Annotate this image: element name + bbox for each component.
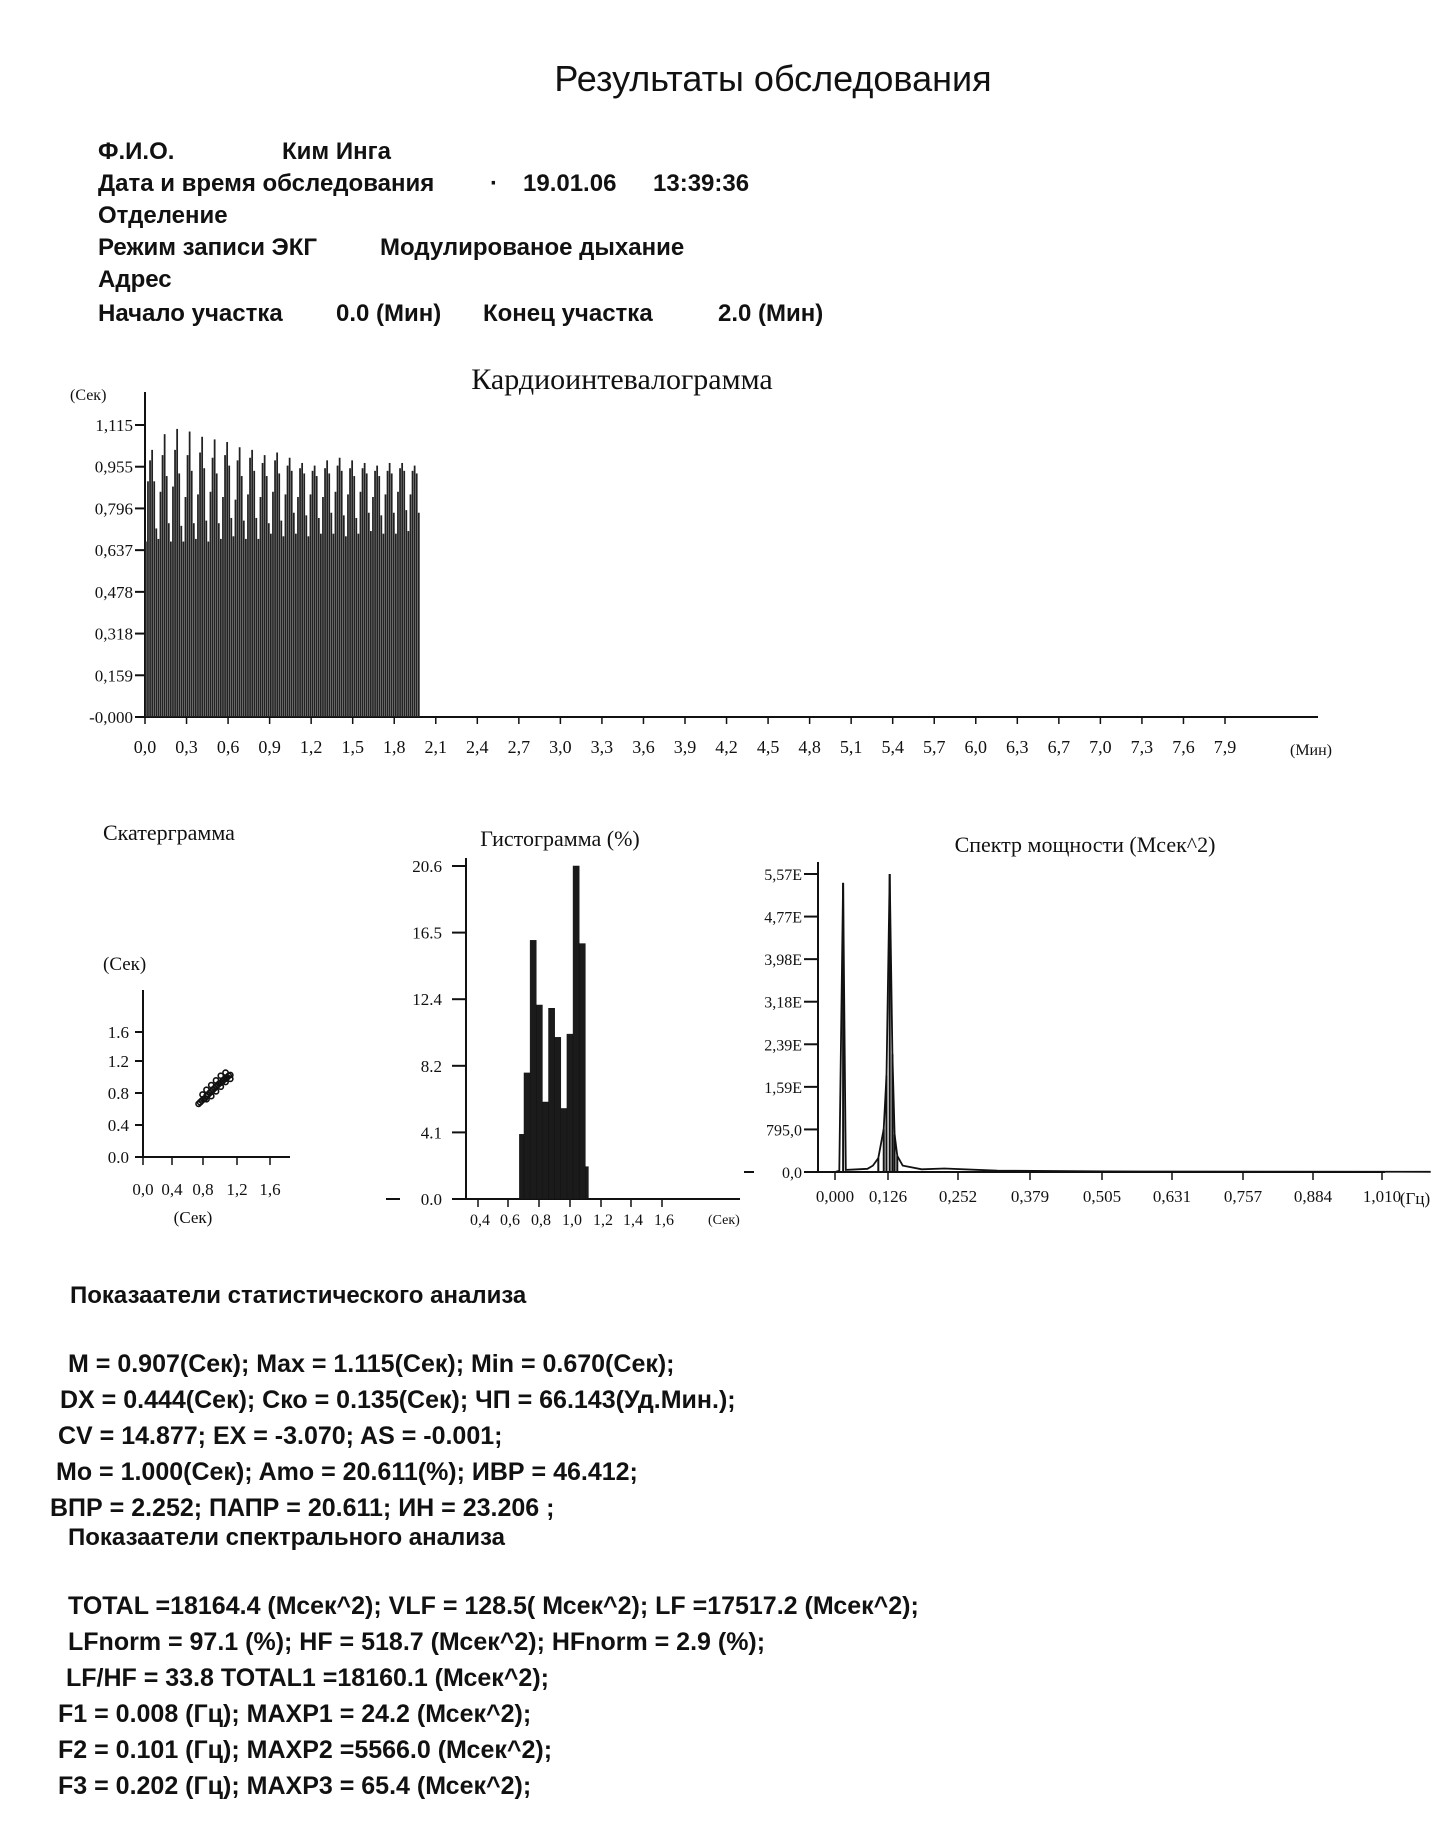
end-label: Конец участка bbox=[483, 300, 653, 327]
histogram-y-tick-label: 12.4 bbox=[412, 990, 442, 1010]
cardio-bar bbox=[333, 534, 335, 717]
mode-label: Режим записи ЭКГ bbox=[98, 234, 317, 261]
cardio-bar bbox=[153, 481, 155, 717]
cardio-x-tick-label: 6,3 bbox=[1006, 737, 1029, 757]
cardio-bar bbox=[174, 450, 176, 717]
fio-label: Ф.И.О. bbox=[98, 138, 175, 165]
stats-line: ВПР = 2.252; ПАПР = 20.611; ИН = 23.206 ; bbox=[50, 1494, 555, 1522]
cardio-bar bbox=[258, 539, 260, 717]
stats-line: CV = 14.877; EX = -3.070; AS = -0.001; bbox=[58, 1422, 503, 1450]
cardio-bar bbox=[264, 455, 266, 717]
cardio-x-tick-label: 6,0 bbox=[964, 737, 988, 757]
cardio-bar bbox=[218, 523, 220, 717]
scatter-point bbox=[213, 1078, 218, 1083]
cardio-bar bbox=[147, 481, 149, 717]
cardio-bar bbox=[166, 476, 168, 717]
cardio-x-tick-label: 2,7 bbox=[507, 737, 531, 757]
cardio-x-tick-label: 3,9 bbox=[673, 737, 697, 757]
address-label: Адрес bbox=[98, 266, 172, 293]
cardio-bar bbox=[222, 497, 224, 717]
cardio-bar bbox=[195, 539, 197, 717]
scatter-point bbox=[200, 1092, 205, 1097]
cardio-y-tick-label: 0,637 bbox=[94, 541, 133, 561]
cardio-bar bbox=[185, 497, 187, 717]
cardio-x-tick-label: 5,1 bbox=[839, 737, 863, 757]
cardio-bar bbox=[224, 455, 226, 717]
histogram-bar bbox=[573, 866, 579, 1199]
cardio-bar bbox=[362, 468, 364, 717]
cardio-bar bbox=[255, 518, 257, 717]
spectrum-y-tick-label: 0,0 bbox=[782, 1165, 802, 1182]
cardio-bar bbox=[318, 518, 320, 717]
cardio-bar bbox=[270, 534, 272, 717]
cardio-bar bbox=[145, 542, 147, 717]
cardio-title: Кардиоинтевалограмма bbox=[471, 363, 773, 396]
scatter-y-tick-label: 1.2 bbox=[107, 1052, 129, 1071]
cardio-bar bbox=[287, 466, 289, 717]
histogram-y-tick-label: 16.5 bbox=[412, 923, 442, 943]
cardio-bar bbox=[297, 497, 299, 717]
cardio-bar bbox=[301, 463, 303, 717]
cardio-x-tick-label: 3,0 bbox=[549, 737, 572, 757]
cardio-bar bbox=[364, 463, 366, 717]
cardio-y-tick-label: 0,955 bbox=[94, 457, 133, 477]
spectral-line: LF/HF = 33.8 TOTAL1 =18160.1 (Мсек^2); bbox=[66, 1664, 549, 1692]
scatter-ylabel: (Сек) bbox=[103, 954, 147, 975]
scatter-x-tick-label: 1,6 bbox=[259, 1180, 281, 1199]
histogram-x-tick-label: 0,6 bbox=[500, 1212, 520, 1229]
histogram-x-tick-label: 0,8 bbox=[531, 1212, 551, 1229]
spectrum-x-tick-label: 0,757 bbox=[1223, 1187, 1263, 1206]
cardio-bar bbox=[310, 494, 312, 717]
cardio-bar bbox=[324, 468, 326, 717]
spectral-heading: Показаатели спектрального анализа bbox=[68, 1524, 505, 1551]
fio-value: Ким Инга bbox=[282, 138, 391, 165]
spectrum-x-tick-label: 1,010 bbox=[1362, 1187, 1402, 1206]
histogram-bar bbox=[536, 1005, 542, 1199]
scatter-point bbox=[228, 1076, 233, 1081]
cardio-bar bbox=[212, 458, 214, 717]
cardio-xlabel: (Мин) bbox=[1290, 742, 1333, 759]
spectrum-line bbox=[835, 874, 1431, 1172]
cardio-bar bbox=[160, 492, 162, 717]
cardio-bar bbox=[208, 542, 210, 717]
cardio-bar bbox=[312, 471, 314, 717]
cardio-bar bbox=[266, 476, 268, 717]
cardio-bar bbox=[262, 463, 264, 717]
spectral-line: F3 = 0.202 (Гц); MAXP3 = 65.4 (Мсек^2); bbox=[58, 1772, 532, 1800]
cardio-bar bbox=[385, 494, 387, 717]
cardio-bar bbox=[197, 494, 199, 717]
histogram-bar bbox=[579, 944, 585, 1199]
cardio-bar bbox=[368, 513, 370, 717]
cardio-bar bbox=[383, 534, 385, 717]
spectrum-y-tick-label: 2,39E bbox=[764, 1037, 802, 1055]
stats-line: M = 0.907(Сек); Max = 1.115(Сек); Min = 0.670(Сек); bbox=[68, 1350, 675, 1378]
cardio-y-tick-label: 0,159 bbox=[94, 666, 133, 686]
cardio-bar bbox=[274, 460, 276, 717]
histogram-y-tick-label: 8.2 bbox=[420, 1056, 442, 1076]
histogram-y-tick-label: 0.0 bbox=[420, 1190, 442, 1209]
cardio-bar bbox=[328, 473, 330, 717]
cardio-bar bbox=[216, 473, 218, 717]
spectrum-x-tick-label: 0,379 bbox=[1010, 1187, 1050, 1206]
spectrum-x-tick-label: 0,126 bbox=[868, 1187, 908, 1206]
cardio-ylabel: (Сек) bbox=[70, 387, 107, 404]
cardio-bar bbox=[391, 473, 393, 717]
spectrum-y-tick-label: 4,77E bbox=[764, 909, 802, 927]
cardio-bar bbox=[260, 497, 262, 717]
dept-label: Отделение bbox=[98, 202, 228, 229]
scatter-point bbox=[204, 1087, 209, 1092]
cardio-bar bbox=[351, 460, 353, 717]
cardio-bar bbox=[214, 439, 216, 717]
cardio-bar bbox=[314, 466, 316, 717]
cardio-y-tick-label: 0,796 bbox=[94, 499, 133, 519]
spectral-line: TOTAL =18164.4 (Мсек^2); VLF = 128.5( Мсек^2); LF =17517.2 (Мсек^2); bbox=[68, 1592, 919, 1620]
time-value: 13:39:36 bbox=[653, 170, 750, 197]
cardio-bar bbox=[397, 492, 399, 717]
cardio-x-tick-label: 7,6 bbox=[1172, 737, 1195, 757]
cardio-bar bbox=[245, 539, 247, 717]
scatter-x-tick-label: 1,2 bbox=[226, 1180, 248, 1199]
cardio-bar bbox=[370, 531, 372, 717]
cardio-bar bbox=[355, 518, 357, 717]
cardio-x-tick-label: 0,9 bbox=[258, 737, 281, 757]
cardio-bar bbox=[151, 450, 153, 717]
cardio-x-tick-label: 2,1 bbox=[424, 737, 448, 757]
cardio-bar bbox=[233, 536, 235, 717]
cardio-x-tick-label: 4,2 bbox=[715, 737, 738, 757]
cardio-bar bbox=[155, 528, 157, 717]
cardio-bar bbox=[168, 523, 170, 717]
cardio-bar bbox=[228, 466, 230, 717]
cardio-bar bbox=[293, 513, 295, 717]
spectrum-title: Спектр мощности (Мсек^2) bbox=[954, 832, 1216, 857]
cardio-x-tick-label: 3,3 bbox=[590, 737, 614, 757]
cardio-x-tick-label: 5,4 bbox=[881, 737, 904, 757]
cardio-bar bbox=[347, 494, 349, 717]
cardio-x-tick-label: 4,8 bbox=[798, 737, 821, 757]
cardio-x-tick-label: 7,9 bbox=[1213, 737, 1237, 757]
histogram-bar bbox=[524, 1073, 530, 1199]
cardio-bar bbox=[416, 473, 418, 717]
histogram-x-tick-label: 1,0 bbox=[562, 1212, 582, 1229]
cardio-bar bbox=[418, 513, 420, 717]
date-label: Дата и время обследования bbox=[98, 170, 435, 197]
cardio-bar bbox=[412, 471, 414, 717]
stats-line: Mo = 1.000(Сек); Amo = 20.611(%); ИВР = 46.412; bbox=[56, 1458, 638, 1486]
histogram-bar bbox=[555, 1037, 561, 1199]
cardio-bar bbox=[203, 468, 205, 717]
date-separator: · bbox=[490, 170, 498, 197]
scatter-y-tick-label: 1.6 bbox=[107, 1023, 129, 1042]
spectrum-xlabel: (Гц) bbox=[1399, 1189, 1431, 1208]
cardio-bar bbox=[285, 494, 287, 717]
cardio-x-tick-label: 0,3 bbox=[175, 737, 198, 757]
scatter-point bbox=[209, 1083, 214, 1088]
cardio-bar bbox=[408, 531, 410, 717]
cardio-bar bbox=[380, 515, 382, 717]
cardio-bar bbox=[278, 473, 280, 717]
histogram-xlabel: (Сек) bbox=[708, 1213, 740, 1228]
histogram-title: Гистограмма (%) bbox=[480, 826, 640, 851]
spectral-line: LFnorm = 97.1 (%); HF = 518.7 (Мсек^2); HFnorm = 2.9 (%); bbox=[68, 1628, 766, 1656]
cardio-bar bbox=[320, 534, 322, 717]
cardio-bar bbox=[299, 468, 301, 717]
cardio-bar bbox=[322, 497, 324, 717]
cardio-bar bbox=[251, 450, 253, 717]
cardio-bar bbox=[345, 536, 347, 717]
spectrum-x-tick-label: 0,252 bbox=[938, 1187, 978, 1206]
cardio-bar bbox=[180, 526, 182, 717]
cardio-bar bbox=[374, 471, 376, 717]
cardio-bar bbox=[343, 515, 345, 717]
cardio-bar bbox=[189, 432, 191, 717]
cardio-bar bbox=[337, 466, 339, 717]
cardio-bar bbox=[308, 536, 310, 717]
histogram-y-tick-label: 4.1 bbox=[420, 1123, 442, 1143]
histogram-x-tick-label: 1,4 bbox=[623, 1212, 643, 1229]
cardio-bar bbox=[295, 534, 297, 717]
cardio-bar bbox=[162, 455, 164, 717]
cardio-bar bbox=[237, 460, 239, 717]
cardio-bar bbox=[164, 434, 166, 717]
cardio-y-tick-label: -0,000 bbox=[89, 708, 133, 727]
cardio-bar bbox=[414, 466, 416, 717]
cardio-bar bbox=[199, 452, 201, 717]
cardio-bar bbox=[191, 471, 193, 717]
cardio-bar bbox=[172, 487, 174, 717]
histogram-x-tick-label: 1,2 bbox=[593, 1212, 613, 1229]
cardio-x-tick-label: 7,3 bbox=[1130, 737, 1154, 757]
cardio-bar bbox=[247, 494, 249, 717]
date-value: 19.01.06 bbox=[523, 170, 617, 197]
histogram-bar bbox=[561, 1108, 567, 1199]
cardio-bar bbox=[366, 473, 368, 717]
cardio-bar bbox=[149, 460, 151, 717]
cardio-bar bbox=[405, 510, 407, 717]
scatter-point bbox=[223, 1070, 228, 1075]
cardio-x-tick-label: 0,0 bbox=[133, 737, 157, 757]
scatter-y-tick-label: 0.8 bbox=[107, 1084, 129, 1103]
cardio-x-tick-label: 1,5 bbox=[341, 737, 364, 757]
stats-heading: Показаатели статистического анализа bbox=[70, 1282, 527, 1309]
cardio-bar bbox=[316, 476, 318, 717]
spectrum-x-tick-label: 0,505 bbox=[1082, 1187, 1122, 1206]
cardio-bar bbox=[393, 513, 395, 717]
cardio-x-tick-label: 1,8 bbox=[382, 737, 406, 757]
cardio-bar bbox=[226, 442, 228, 717]
cardio-bar bbox=[395, 534, 397, 717]
cardio-bar bbox=[401, 463, 403, 717]
histogram-bar bbox=[585, 1167, 588, 1199]
cardio-bar bbox=[276, 452, 278, 717]
cardio-bar bbox=[178, 473, 180, 717]
start-value: 0.0 (Мин) bbox=[336, 300, 442, 327]
cardio-x-tick-label: 5,7 bbox=[922, 737, 946, 757]
spectral-line: F1 = 0.008 (Гц); MAXP1 = 24.2 (Мсек^2); bbox=[58, 1700, 532, 1728]
mode-value: Модулированое дыхание bbox=[380, 234, 685, 261]
spectrum-y-tick-label: 5,57E bbox=[764, 867, 802, 884]
cardio-bar bbox=[183, 542, 185, 717]
cardio-bar bbox=[170, 542, 172, 717]
cardio-bar bbox=[291, 471, 293, 717]
cardio-y-tick-label: 0,318 bbox=[94, 624, 133, 644]
cardio-bar bbox=[389, 463, 391, 717]
cardio-bar bbox=[243, 521, 245, 717]
histogram-bar bbox=[519, 1134, 524, 1199]
cardio-x-tick-label: 2,4 bbox=[466, 737, 489, 757]
scatter-title: Скатерграмма bbox=[103, 820, 235, 845]
spectrum-x-tick-label: 0,000 bbox=[815, 1187, 855, 1206]
end-value: 2.0 (Мин) bbox=[718, 300, 824, 327]
cardio-bar bbox=[335, 492, 337, 717]
scatter-y-tick-label: 0.0 bbox=[107, 1148, 129, 1167]
cardio-bar bbox=[283, 536, 285, 717]
cardio-bar bbox=[210, 492, 212, 717]
cardio-bar bbox=[241, 476, 243, 717]
cardio-bar bbox=[272, 492, 274, 717]
histogram-x-tick-label: 1,6 bbox=[654, 1212, 674, 1229]
scatter-y-tick-label: 0.4 bbox=[107, 1116, 129, 1135]
cardio-y-tick-label: 1,115 bbox=[95, 416, 133, 435]
cardio-x-tick-label: 7,0 bbox=[1089, 737, 1112, 757]
scatter-point bbox=[218, 1084, 223, 1089]
cardio-bar bbox=[176, 429, 178, 717]
stats-line: DX = 0.444(Сек); Ско = 0.135(Сек); ЧП = 66.143(Уд.Мин.); bbox=[60, 1386, 736, 1414]
scatter-point bbox=[213, 1089, 218, 1094]
cardio-bar bbox=[387, 471, 389, 717]
cardio-bar bbox=[376, 466, 378, 717]
cardio-bar bbox=[330, 513, 332, 717]
histogram-x-tick-label: 0,4 bbox=[470, 1212, 490, 1229]
histogram-y-tick-label: 20.6 bbox=[412, 857, 442, 876]
histogram-bar bbox=[567, 1034, 573, 1199]
spectrum-x-tick-label: 0,631 bbox=[1152, 1187, 1192, 1206]
cardio-bar bbox=[268, 523, 270, 717]
start-label: Начало участка bbox=[98, 300, 283, 327]
cardio-x-tick-label: 4,5 bbox=[756, 737, 780, 757]
cardio-bar bbox=[339, 458, 341, 717]
cardio-bar bbox=[253, 471, 255, 717]
spectrum-x-tick-label: 0,884 bbox=[1293, 1187, 1333, 1206]
cardio-bar bbox=[289, 458, 291, 717]
histogram-bar bbox=[542, 1102, 548, 1199]
cardio-bar bbox=[410, 494, 412, 717]
spectrum-y-tick-label: 3,98E bbox=[764, 952, 802, 970]
scatter-x-tick-label: 0,0 bbox=[132, 1180, 154, 1199]
cardio-bar bbox=[353, 476, 355, 717]
scatter-xlabel: (Сек) bbox=[173, 1208, 213, 1227]
cardio-bar bbox=[358, 534, 360, 717]
cardio-bar bbox=[399, 468, 401, 717]
cardio-x-tick-label: 1,2 bbox=[299, 737, 323, 757]
scatter-point bbox=[209, 1093, 214, 1098]
cardio-bar bbox=[235, 500, 237, 717]
spectral-line: F2 = 0.101 (Гц); MAXP2 =5566.0 (Мсек^2); bbox=[58, 1736, 553, 1764]
cardio-bar bbox=[205, 521, 207, 717]
cardio-bar bbox=[187, 455, 189, 717]
cardio-bar bbox=[193, 523, 195, 717]
cardio-bar bbox=[349, 468, 351, 717]
page-title: Результаты обследования bbox=[554, 58, 992, 99]
histogram-bar bbox=[530, 940, 536, 1199]
cardio-bar bbox=[249, 458, 251, 717]
cardio-bar bbox=[372, 497, 374, 717]
cardio-bar bbox=[220, 539, 222, 717]
cardio-x-tick-label: 6,7 bbox=[1047, 737, 1071, 757]
cardio-bar bbox=[230, 518, 232, 717]
scatter-x-tick-label: 0,4 bbox=[161, 1180, 183, 1199]
cardio-bar bbox=[280, 521, 282, 717]
scatter-x-tick-label: 0,8 bbox=[192, 1180, 214, 1199]
cardio-bar bbox=[303, 473, 305, 717]
cardio-bar bbox=[239, 447, 241, 717]
cardio-x-tick-label: 0,6 bbox=[216, 737, 240, 757]
cardio-bar bbox=[378, 476, 380, 717]
spectrum-y-tick-label: 795,0 bbox=[766, 1122, 802, 1140]
cardio-bar bbox=[341, 471, 343, 717]
cardio-x-tick-label: 3,6 bbox=[632, 737, 655, 757]
cardio-bar bbox=[158, 539, 160, 717]
cardio-bar bbox=[201, 437, 203, 717]
cardio-y-tick-label: 0,478 bbox=[94, 582, 133, 602]
spectrum-y-tick-label: 1,59E bbox=[764, 1079, 802, 1097]
cardio-bar bbox=[326, 460, 328, 717]
spectrum-y-tick-label: 3,18E bbox=[764, 994, 802, 1012]
histogram-bar bbox=[549, 1008, 555, 1199]
cardio-bar bbox=[403, 471, 405, 717]
cardio-bar bbox=[305, 515, 307, 717]
cardio-bar bbox=[360, 492, 362, 717]
